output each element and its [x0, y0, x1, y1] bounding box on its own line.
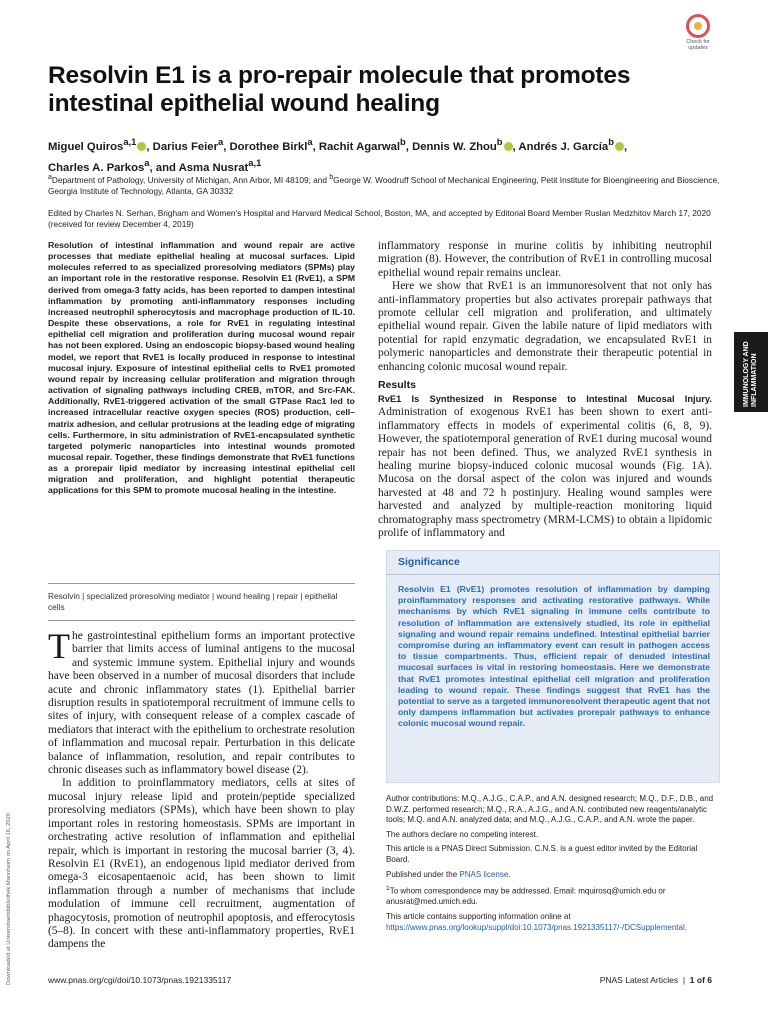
author-sup: a: [217, 136, 224, 147]
footer-page-info: [590, 975, 712, 985]
license-note: [386, 870, 720, 881]
author-sup: a: [307, 136, 313, 147]
corr-sup: 1: [386, 885, 390, 893]
direct-submission: This article is a PNAS Direct Submission. C.N.S. is a guest editor invited by the Editorial Board.: [386, 844, 698, 864]
affiliation-text: Department of Pathology, University of Michigan, Ann Arbor, MI 48109; and: [51, 174, 330, 185]
competing-interest: The authors declare no competing interest.: [386, 829, 539, 839]
supplemental-note: [386, 912, 720, 933]
license-text: Published under the: [386, 869, 460, 879]
intro-paragraph: he gastrointestinal epithelium forms an important protective barrier that limits access of luminal antigens to the mucosal and systemic immune system. Epithelial injury and wounds have been observed in a number of mucosal disorders that include acute and chronic inflammatory states (1). Epithelial barrier disruption results in spatiotemporal recruitment of immune cells to sites of injury, with consequent release of a complex cascade of mediators that interact with the epithelium to orchestrate resolution of inflammation and mucosal repair. Perturbation in this delicate balance of inflammation, resolution, and repair contributes to chronic diseases such as inflammatory bowel disease (2).: [48, 630, 355, 777]
keywords: Resolvin | specialized proresolving mediator | wound healing | repair | epithelial cells: [48, 591, 338, 612]
affiliations: [48, 172, 738, 197]
intro-paragraph: In addition to proinflammatory mediators, cells at sites of mucosal injury release lipid and protein/peptide specialized proresolving mediators (SPMs), which have been shown to play important roles in restoring homeostasis. SPMs are important in orchestrating active resolution of inflammation and epithelial repair, which is important in restoring the mucosal barrier (3, 4). Resolvin E1 (RvE1), an endogenous lipid mediator derived from omega-3 eicosapentaenoic acid, has been shown to limit inflammation through a number of mechanisms that include modulation of immune cell recruitment, augmentation of phagocytosis, promotion of neutrophil apoptosis, and efferocytosis (5–8). In concert with these anti-inflammatory properties, RvE1 dampens the: [48, 777, 355, 951]
author-sup: a: [144, 156, 150, 168]
author-name: Charles A. Parkos: [48, 161, 145, 174]
orcid-icon[interactable]: [615, 142, 624, 151]
author-name: , Rachit Agarwal: [312, 140, 401, 153]
author-name: , Darius Feier: [146, 140, 218, 153]
section-tab-line: INFLAMMATION: [751, 353, 758, 407]
footer-doi[interactable]: www.pnas.org/cgi/doi/10.1073/pnas.1921335117: [48, 975, 232, 985]
footer-separator: |: [682, 975, 686, 985]
check-updates-icon: [686, 14, 710, 38]
author-name: , Dorothee Birkl: [223, 140, 308, 153]
author-name: Miguel Quiros: [48, 140, 124, 153]
divider: [48, 583, 355, 584]
author-name: , Dennis W. Zhou: [405, 140, 497, 153]
introduction: [48, 626, 355, 952]
supplemental-text: This article contains supporting information online at: [386, 912, 571, 921]
author-sup: b: [496, 136, 503, 147]
results-heading: Results: [378, 379, 416, 391]
section-tab-label: [743, 341, 759, 407]
license-link[interactable]: PNAS license: [459, 869, 509, 879]
author-sup: b: [400, 136, 406, 147]
download-note: Downloaded at Universitaetsbibliothek Mannheim on April 16, 2020: [6, 812, 12, 985]
affiliation-sup: a: [48, 174, 52, 181]
author-name: , and Asma Nusrat: [149, 161, 249, 174]
author-name: , Andrés J. García: [512, 140, 609, 153]
divider: [386, 574, 720, 575]
author-sup: b: [608, 136, 614, 147]
badge-text: Check for updates: [686, 39, 710, 51]
significance-title: Significance: [398, 556, 460, 568]
footnotes: [386, 794, 720, 937]
author-sup: a,1: [123, 136, 137, 147]
author-list: [48, 134, 728, 176]
intro-continued: [378, 240, 712, 374]
affiliation-sup: b: [329, 174, 334, 181]
orcid-icon[interactable]: [504, 142, 513, 151]
author-separator: ,: [623, 140, 628, 153]
correspondence-text: To whom correspondence may be addressed. Email: mquirosq@umich.edu or anusrat@med.umich.edu.: [386, 886, 666, 907]
article-title: Resolvin E1 is a pro-repair molecule that promotes intestinal epithelial wound healing: [48, 62, 631, 117]
results-subheading: RvE1 Is Synthesized in Response to Intestinal Mucosal Injury.: [378, 394, 712, 404]
section-tab-line: IMMUNOLOGY AND: [743, 341, 750, 407]
significance-body: Resolvin E1 (RvE1) promotes resolution of inflammation by damping proinflammatory responses and activating restorative pathways. While mechanisms by which RvE1 signaling in immune cells contribute to resolution of inflammation are extensively studied, its role in epithelial signaling and wound repair remains undefined. Intestinal epithelial barrier compromise during an inflammatory event can result in pathogen access to tissue compartments. Thus, efficient repair of denuded intestinal mucosal surfaces is vital in restoring homeostasis. Here we demonstrate that RvE1 promotes intestinal epithelial cell migration and proliferation leading to wound repair. These findings suggest that RvE1 has the potential to serve as a targeted immunoresolvent therapeutic agent that not only dampens inflammation but activates prorepair pathways to enhance colonic mucosal wound repair.: [398, 584, 710, 729]
results-body: [378, 393, 712, 540]
section-tab: [734, 332, 768, 412]
author-contributions: Author contributions: M.Q., A.J.G., C.A.P., and A.N. designed research; M.Q., D.F., D.B., and D.W.Z. performed research; M.Q., R.A., A.J.G., and A.N. contributed new reagents/analytic tools; M.Q. and A.N. analyzed data; and M.Q., A.J.G., C.A.P., and A.N. wrote the paper.: [386, 794, 714, 825]
results-text: Administration of exogenous RvE1 has been shown to exert anti-inflammatory effects in models of experimental colitis (6, 8, 9). However, the spatiotemporal generation of RvE1 during mucosal wound repair has not been defined. Thus, we analyzed RvE1 synthesis in healing murine biopsy-induced colonic mucosal wounds (Fig. 1A). Mucosa on the dorsal aspect of the colon was injured and wounds harvested at 48 and 72 h postinjury. Healing wound samples were harvested and analyzed by multiple-reaction monitoring liquid chromatography mass spectrometry (MRM-LCMS) to obtain a lipidomic prolife of inflammatory and: [378, 406, 712, 540]
supplemental-link[interactable]: https://www.pnas.org/lookup/suppl/doi:10.1073/pnas.1921335117/-/DCSupplemental: [386, 922, 685, 932]
correspondence: [386, 884, 720, 908]
author-sup: a,1: [248, 156, 262, 168]
check-for-updates-badge[interactable]: [676, 14, 720, 52]
divider: [48, 620, 355, 621]
affiliation-text: George W. Woodruff School of Mechanical Engineering, Petit Institute for Bioengineering and Bioscience, Georgia Institute of Technology, Atlanta, GA 30332: [48, 174, 720, 196]
supplemental-text: .: [684, 922, 687, 932]
page-number: 1 of 6: [689, 975, 712, 985]
edited-by: Edited by Charles N. Serhan, Brigham and Women's Hospital and Harvard Medical School, Boston, MA, and accepted by Editorial Board Member Ruslan Medzhitov March 17, 2020 (received for review December 4, 2019): [48, 208, 711, 229]
footer-journal: PNAS Latest Articles: [599, 975, 679, 985]
body-paragraph: Here we show that RvE1 is an immunoresolvent that not only has anti-inflammatory properties but also activates prorepair pathways that promote cellular cell migration and proliferation, and ultimately epithelial wound repair. Given the labile nature of lipid mediators with potential for rapid enzymatic degradation, we encapsulated RvE1 in polymeric nanoparticles and demonstrate their therapeutic potential in enhancing colonic mucosal wound repair.: [378, 280, 712, 373]
license-text: .: [508, 869, 511, 879]
body-paragraph: inflammatory response in murine colitis by inhibiting neutrophil migration (8). However, the contribution of RvE1 in controlling mucosal epithelial wound repair remains unclear.: [378, 240, 712, 279]
abstract: Resolution of intestinal inflammation and wound repair are active processes that mediate epithelial healing at mucosal surfaces. Lipid molecules referred to as specialized proresolving mediators (SPMs) play an important role in the restorative response. Resolvin E1 (RvE1), a SPM derived from omega-3 fatty acids, has been reported to dampen intestinal inflammation by promoting anti-inflammatory responses including increased neutrophil spherocytosis and macrophage production of IL-10. Despite these observations, a role for RvE1 in regulating intestinal epithelial cell migration and proliferation during mucosal wound repair has not been explored. Using an endoscopic biopsy-based wound healing model, we report that RvE1 is locally produced in response to intestinal mucosal injury. Exposure of intestinal epithelial cells to RvE1 promoted wound repair by increasing cellular proliferation and migration through activation of signaling pathways including CREB, mTOR, and Src-FAK. Additionally, RvE1-triggered activation of the small GTPase Rac1 led to increased intracellular reactive oxygen species (ROS) production, cell–matrix adhesion, and cellular protrusions at the leading edge of migrating cells. Furthermore, in situ administration of RvE1-encapsulated synthetic targeted polymeric nanoparticles into intestinal wounds promoted mucosal repair. Together, these findings demonstrate that RvE1 functions as a prorepair lipid mediator by increasing intestinal epithelial cell migration and proliferation, and highlight potential therapeutic applications for this SPM to promote mucosal healing in the intestine.: [48, 240, 355, 496]
drop-cap: T: [48, 626, 70, 666]
